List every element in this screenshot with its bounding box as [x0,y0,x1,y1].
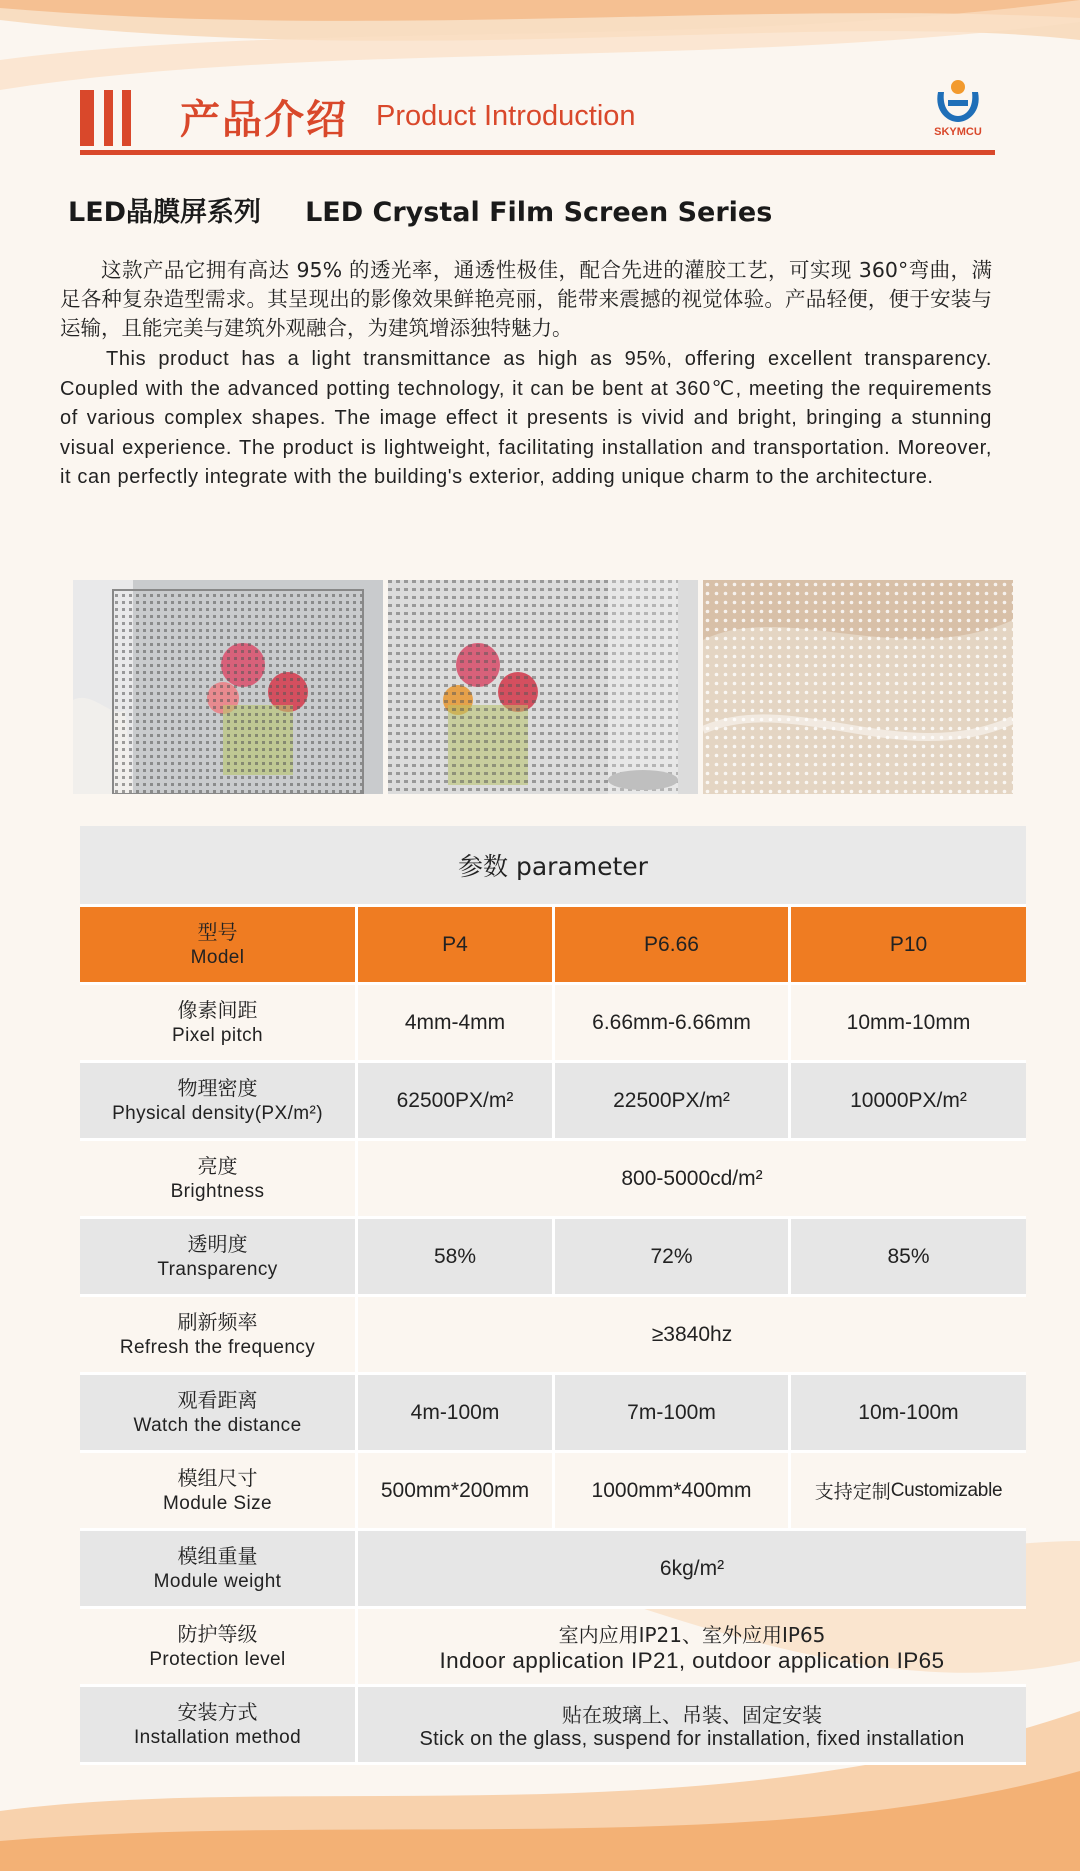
brand-logo [918,78,998,148]
table-row-refresh-frequency [80,1297,1026,1375]
table-cell: 4m-100m [355,1375,552,1450]
table-row-label: 安装方式 Installation method [80,1687,355,1762]
header-title-cn: 产品介绍 [180,97,348,143]
table-row-label: 像素间距 Pixel pitch [172,997,263,1046]
table-row-label: 模组重量 Module weight [80,1531,355,1606]
table-row-module-size [80,1453,1026,1531]
table-cell: 500mm*200mm [355,1453,552,1528]
table-row-label: 物理密度 Physical density(PX/m²) [80,1063,355,1138]
table-cell: 62500PX/m² [355,1063,552,1138]
model-p666: P6.66 [552,907,788,982]
table-row-protection-level [80,1609,1026,1687]
table-row-watch-distance [80,1375,1026,1453]
led-film-closeup-photo [703,580,1013,794]
table-cell: 800-5000cd/m² [355,1141,1026,1216]
table-row-physical-density [80,1063,1026,1141]
table-row-brightness [80,1141,1026,1219]
table-cell: 6.66mm-6.66mm [552,985,788,1060]
table-cell: 72% [552,1219,788,1294]
table-cell-customizable: 支持定制 Customizable [788,1453,1026,1528]
table-row-installation-method [80,1687,1026,1765]
series-title-cn: LED晶膜屏系列 [68,197,262,228]
table-cell: 室内应用IP21、室外应用IP65 Indoor application IP21, outdoor application IP65 [355,1609,1026,1684]
table-row-label: 防护等级 Protection level [149,1621,286,1670]
table-row-transparency [80,1219,1026,1297]
table-row-label: 型号 Model [80,907,355,982]
led-film-held-by-hand-photo [73,580,383,794]
table-row-label: 刷新频率 Refresh the frequency [119,1309,316,1358]
table-row-label: 模组尺寸 Module Size [163,1465,272,1514]
description-cn: 这款产品它拥有高达 95% 的透光率，通透性极佳，配合先进的灌胶工艺，可实现 360°弯曲，满足各种复杂造型需求。其呈现出的影像效果鲜艳亮丽，能带来震撼的视觉体验。产品轻便，便于安装与运输，且能完美与建筑外观融合，为建筑增添独特魅力。 [60,258,992,340]
table-row-label: 亮度 Brightness [170,1153,265,1202]
table-cell: 10000PX/m² [788,1063,1026,1138]
series-title [68,190,772,229]
table-cell: 58% [355,1219,552,1294]
model-p4: P4 [355,907,552,982]
header-bars-decoration [80,90,134,146]
header-underline [80,150,995,155]
table-cell: 22500PX/m² [552,1063,788,1138]
description-en: This product has a light transmittance as high as 95%, offering excellent transparency. Coupled with the advanced potting technology, it can be bent at 360℃, meeting the requirements of various complex shapes. The image effect it presents is vivid and bright, bringing a stunning visual experience. The product is lightweight, facilitating installation and transportation. Moreover, it can perfectly integrate with the building's exterior, adding unique charm to the architecture. [60,348,992,489]
led-film-roll-photo [388,580,698,794]
table-row-pixel-pitch [80,985,1026,1063]
series-title-en: LED Crystal Film Screen Series [305,197,773,228]
table-title: 参数 parameter [80,826,1026,907]
table-header-row [80,907,1026,985]
table-row-label: 透明度 Transparency [80,1219,355,1294]
table-cell: 6kg/m² [355,1531,1026,1606]
table-cell: 1000mm*400mm [552,1453,788,1528]
table-cell: 85% [788,1219,1026,1294]
table-row-label: 观看距离 Watch the distance [80,1375,355,1450]
table-row-module-weight [80,1531,1026,1609]
table-cell: 10mm-10mm [788,985,1026,1060]
table-cell: 贴在玻璃上、吊装、固定安装 Stick on the glass, suspend for installation, fixed installation [355,1687,1026,1762]
table-cell: ≥3840hz [355,1297,1026,1372]
header-title-en: Product Introduction [376,100,636,132]
table-cell: 4mm-4mm [355,985,552,1060]
brand-logo-text: SKYMCU [934,126,982,138]
table-cell: 10m-100m [788,1375,1026,1450]
model-p10: P10 [788,907,1026,982]
page-header [80,82,1000,162]
table-cell: 7m-100m [552,1375,788,1450]
brand-logo-icon [918,78,998,128]
parameter-table [80,826,1026,1765]
